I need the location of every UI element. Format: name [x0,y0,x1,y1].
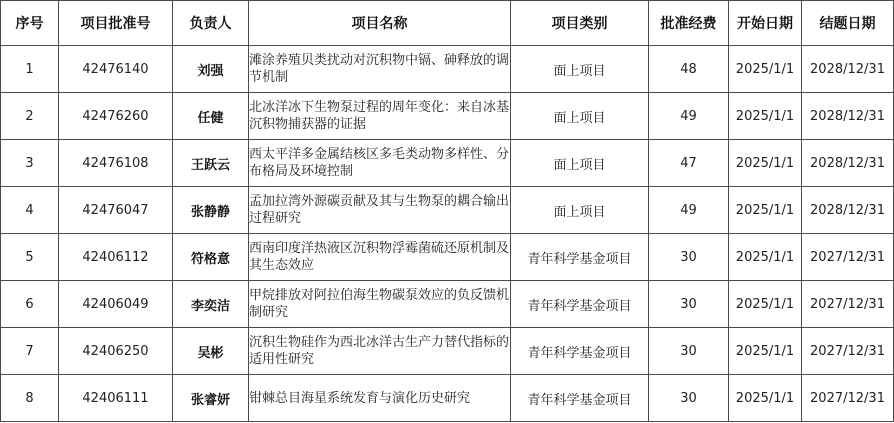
header-seq: 序号 [1,1,59,46]
cell-principal-investigator: 刘强 [173,46,249,93]
cell-approval-number: 42406049 [59,281,173,328]
cell-project-category: 青年科学基金项目 [511,281,649,328]
cell-funding: 30 [649,234,729,281]
header-principal-investigator: 负责人 [173,1,249,46]
cell-funding: 30 [649,375,729,422]
table-row [1,187,894,234]
cell-seq: 8 [1,375,59,422]
table-row [1,46,894,93]
cell-start-date: 2025/1/1 [729,93,802,140]
cell-approval-number: 42476140 [59,46,173,93]
cell-principal-investigator: 张睿妍 [173,375,249,422]
cell-project-category: 面上项目 [511,93,649,140]
cell-seq: 5 [1,234,59,281]
cell-end-date: 2028/12/31 [802,46,894,93]
cell-principal-investigator: 王跃云 [173,140,249,187]
cell-funding: 49 [649,93,729,140]
cell-principal-investigator: 吴彬 [173,328,249,375]
table-row [1,375,894,422]
cell-end-date: 2027/12/31 [802,328,894,375]
cell-project-category: 青年科学基金项目 [511,328,649,375]
header-end-date: 结题日期 [802,1,894,46]
cell-start-date: 2025/1/1 [729,281,802,328]
cell-start-date: 2025/1/1 [729,375,802,422]
header-funding: 批准经费 [649,1,729,46]
cell-project-title: 甲烷排放对阿拉伯海生物碳泵效应的负反馈机制研究 [249,281,511,328]
cell-end-date: 2028/12/31 [802,93,894,140]
cell-seq: 1 [1,46,59,93]
cell-end-date: 2028/12/31 [802,187,894,234]
cell-approval-number: 42476108 [59,140,173,187]
cell-principal-investigator: 张静静 [173,187,249,234]
cell-start-date: 2025/1/1 [729,328,802,375]
header-project-title: 项目名称 [249,1,511,46]
cell-start-date: 2025/1/1 [729,140,802,187]
cell-project-title: 北冰洋冰下生物泵过程的周年变化：来自冰基沉积物捕获器的证据 [249,93,511,140]
cell-end-date: 2027/12/31 [802,281,894,328]
cell-project-category: 面上项目 [511,46,649,93]
cell-funding: 30 [649,328,729,375]
cell-start-date: 2025/1/1 [729,187,802,234]
header-approval-number: 项目批准号 [59,1,173,46]
cell-approval-number: 42476047 [59,187,173,234]
cell-end-date: 2028/12/31 [802,140,894,187]
cell-project-title: 沉积生物硅作为西北冰洋古生产力替代指标的适用性研究 [249,328,511,375]
cell-project-category: 面上项目 [511,187,649,234]
cell-project-category: 面上项目 [511,140,649,187]
cell-project-title: 西南印度洋热液区沉积物浮霉菌硫还原机制及其生态效应 [249,234,511,281]
header-start-date: 开始日期 [729,1,802,46]
cell-funding: 47 [649,140,729,187]
cell-project-title: 钳棘总目海星系统发育与演化历史研究 [249,375,511,422]
cell-principal-investigator: 任健 [173,93,249,140]
cell-project-category: 青年科学基金项目 [511,234,649,281]
cell-project-category: 青年科学基金项目 [511,375,649,422]
table-row [1,93,894,140]
cell-approval-number: 42476260 [59,93,173,140]
cell-seq: 7 [1,328,59,375]
cell-end-date: 2027/12/31 [802,375,894,422]
cell-seq: 2 [1,93,59,140]
cell-project-title: 滩涂养殖贝类扰动对沉积物中镉、砷释放的调节机制 [249,46,511,93]
cell-funding: 30 [649,281,729,328]
header-project-category: 项目类别 [511,1,649,46]
cell-seq: 3 [1,140,59,187]
cell-project-title: 西太平洋多金属结核区多毛类动物多样性、分布格局及环境控制 [249,140,511,187]
cell-approval-number: 42406111 [59,375,173,422]
cell-start-date: 2025/1/1 [729,234,802,281]
cell-project-title: 孟加拉湾外源碳贡献及其与生物泵的耦合输出过程研究 [249,187,511,234]
cell-approval-number: 42406250 [59,328,173,375]
cell-end-date: 2027/12/31 [802,234,894,281]
header-row [1,1,894,46]
cell-funding: 48 [649,46,729,93]
table-row [1,328,894,375]
cell-seq: 6 [1,281,59,328]
cell-seq: 4 [1,187,59,234]
cell-principal-investigator: 李奕洁 [173,281,249,328]
cell-funding: 49 [649,187,729,234]
table-row [1,234,894,281]
cell-approval-number: 42406112 [59,234,173,281]
cell-start-date: 2025/1/1 [729,46,802,93]
cell-principal-investigator: 符格意 [173,234,249,281]
table-row [1,140,894,187]
table-row [1,281,894,328]
